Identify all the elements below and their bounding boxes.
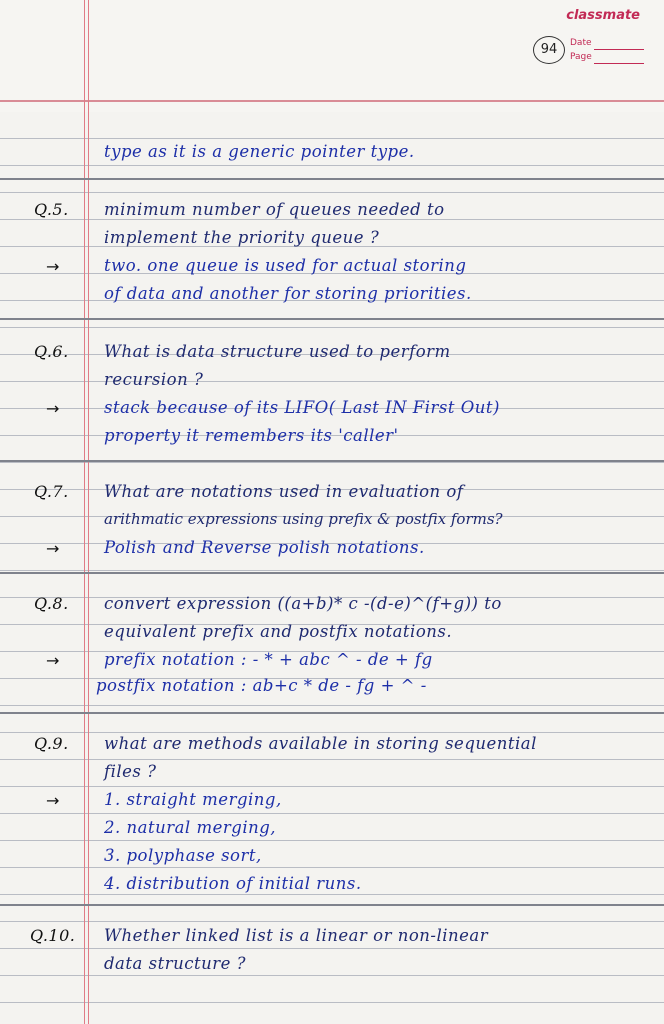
page-label: Page (570, 52, 592, 62)
answer-text: prefix notation : - * + abc ^ - de + fg (104, 650, 433, 669)
arrow-icon: → (46, 539, 60, 558)
answer-text: property it remembers its 'caller' (104, 426, 399, 445)
page-number: 94 (533, 36, 565, 64)
question-text: convert expression ((a+b)* c -(d-e)^(f+g)) to (104, 594, 502, 613)
section-divider (0, 460, 664, 462)
question-text: implement the priority queue ? (104, 228, 380, 247)
page-header-area (0, 0, 664, 112)
answer-text: 2. natural merging, (104, 818, 277, 837)
question-number: Q.8. (34, 594, 69, 613)
section-divider (0, 318, 664, 320)
question-text: what are methods available in storing sequential (104, 734, 537, 753)
question-text: Whether linked list is a linear or non-linear (104, 926, 489, 945)
section-divider (0, 904, 664, 906)
question-text: files ? (104, 762, 157, 781)
question-number: Q.7. (34, 482, 69, 501)
section-divider (0, 572, 664, 574)
answer-text: 3. polyphase sort, (104, 846, 262, 865)
section-divider (0, 178, 664, 180)
question-number: Q.9. (34, 734, 69, 753)
text-line: type as it is a generic pointer type. (104, 142, 415, 161)
question-number: Q.5. (34, 200, 69, 219)
question-number: Q.10. (30, 926, 76, 945)
margin-line-right (88, 0, 89, 1024)
question-text: arithmatic expressions using prefix & postfix forms? (104, 510, 503, 528)
date-label: Date (570, 38, 592, 48)
page-line (594, 63, 644, 64)
arrow-icon: → (46, 257, 60, 276)
answer-text: 1. straight merging, (104, 790, 282, 809)
date-line (594, 49, 644, 50)
answer-text: two. one queue is used for actual storing (104, 256, 467, 275)
question-text: recursion ? (104, 370, 204, 389)
question-number: Q.6. (34, 342, 69, 361)
question-text: What are notations used in evaluation of (104, 482, 464, 501)
question-text: What is data structure used to perform (104, 342, 451, 361)
margin-line-left (84, 0, 85, 1024)
question-text: equivalent prefix and postfix notations. (104, 622, 453, 641)
answer-text: 4. distribution of initial runs. (104, 874, 362, 893)
arrow-icon: → (46, 791, 60, 810)
answer-text: stack because of its LIFO( Last IN First Out) (104, 398, 500, 417)
arrow-icon: → (46, 651, 60, 670)
answer-text: Polish and Reverse polish notations. (104, 538, 425, 557)
top-red-rule (0, 100, 664, 102)
brand-logo: classmate (566, 8, 640, 23)
answer-text: postfix notation : ab+c * de - fg + ^ - (96, 676, 427, 695)
question-text: minimum number of queues needed to (104, 200, 445, 219)
answer-text: of data and another for storing priorities. (104, 284, 472, 303)
arrow-icon: → (46, 399, 60, 418)
question-text: data structure ? (104, 954, 246, 973)
section-divider (0, 712, 664, 714)
